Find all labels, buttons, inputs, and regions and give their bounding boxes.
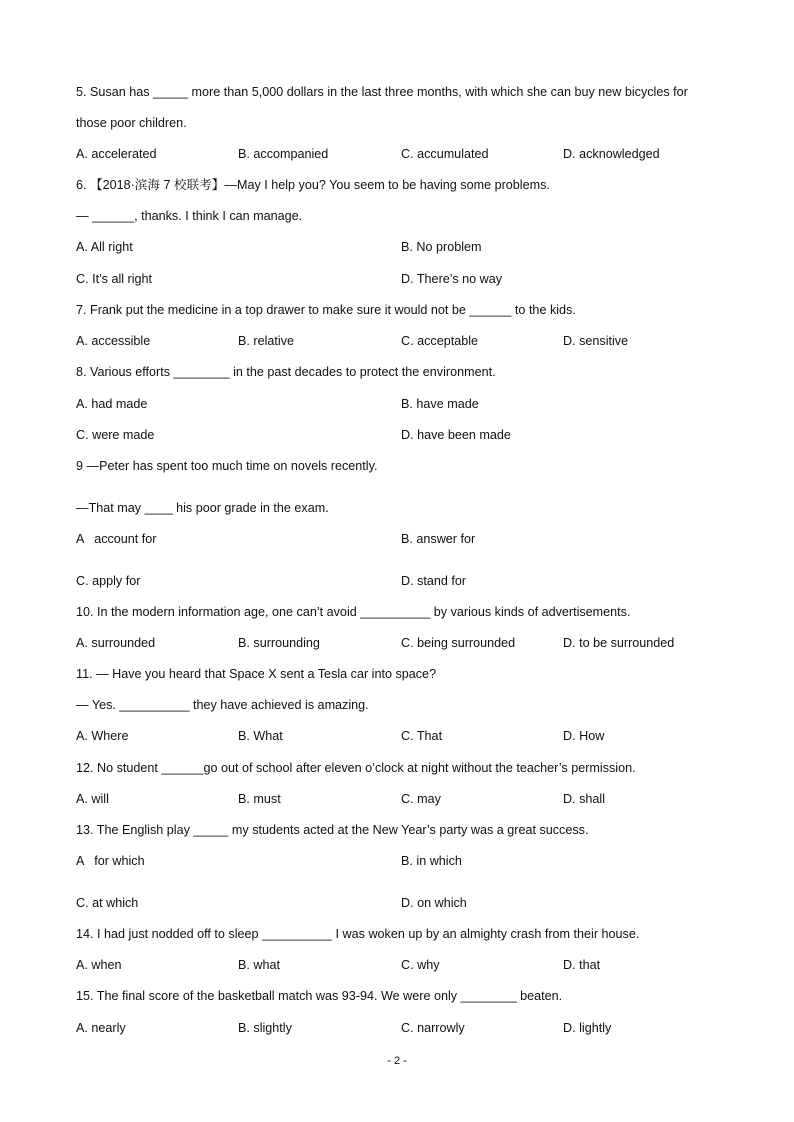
question-10-option-b: B. surrounding [238, 636, 320, 650]
question-12-option-d: D. shall [563, 792, 605, 806]
question-13-option-a: A for which [76, 854, 145, 868]
question-15-option-b: B. slightly [238, 1021, 292, 1035]
question-6-stem-cont: — ______, thanks. I think I can manage. [76, 209, 303, 223]
question-8-stem: 8. Various efforts ________ in the past decades to protect the environment. [76, 365, 496, 379]
question-13-option-b: B. in which [401, 854, 462, 868]
question-7-option-a: A. accessible [76, 334, 151, 348]
question-15-option-a: A. nearly [76, 1021, 126, 1035]
question-8-option-a: A. had made [76, 397, 148, 411]
question-10-option-a: A. surrounded [76, 636, 156, 650]
question-13-option-d: D. on which [401, 896, 467, 910]
question-9-option-a: A account for [76, 532, 157, 546]
question-15-option-d: D. lightly [563, 1021, 612, 1035]
question-11-option-d: D. How [563, 729, 605, 743]
question-14-stem: 14. I had just nodded off to sleep __________ I was woken up by an almighty crash from their house. [76, 927, 640, 941]
question-6-option-b: B. No problem [401, 240, 482, 254]
question-11-stem: 11. — Have you heard that Space X sent a Tesla car into space? [76, 667, 437, 681]
question-9-option-b: B. answer for [401, 532, 476, 546]
question-14-option-b: B. what [238, 958, 280, 972]
question-5-option-b: B. accompanied [238, 147, 329, 161]
question-5-stem: 5. Susan has _____ more than 5,000 dollars in the last three months, with which she can buy new bicycles for [76, 85, 688, 99]
question-13-option-c: C. at which [76, 896, 139, 910]
question-9-option-d: D. stand for [401, 574, 467, 588]
question-9-stem: 9 —Peter has spent too much time on novels recently. [76, 459, 378, 473]
question-12-option-a: A. will [76, 792, 109, 806]
question-12-option-c: C. may [401, 792, 441, 806]
question-8-option-c: C. were made [76, 428, 155, 442]
question-11-option-a: A. Where [76, 729, 129, 743]
question-8-option-b: B. have made [401, 397, 479, 411]
question-7-stem: 7. Frank put the medicine in a top drawer to make sure it would not be ______ to the kids. [76, 303, 576, 317]
question-11-option-c: C. That [401, 729, 443, 743]
question-11-option-b: B. What [238, 729, 283, 743]
question-10-option-d: D. to be surrounded [563, 636, 675, 650]
question-6-option-c: C. It’s all right [76, 272, 153, 286]
question-12-option-b: B. must [238, 792, 281, 806]
question-13-stem: 13. The English play _____ my students acted at the New Year’s party was a great success. [76, 823, 589, 837]
question-14-option-d: D. that [563, 958, 601, 972]
question-6-option-a: A. All right [76, 240, 133, 254]
question-9-stem-cont: —That may ____ his poor grade in the exam. [76, 501, 329, 515]
question-14-option-a: A. when [76, 958, 122, 972]
question-15-option-c: C. narrowly [401, 1021, 465, 1035]
page-number: - 2 - [387, 1055, 407, 1067]
question-5-option-a: A. accelerated [76, 147, 157, 161]
question-7-option-b: B. relative [238, 334, 294, 348]
question-14-option-c: C. why [401, 958, 440, 972]
question-5-option-c: C. accumulated [401, 147, 489, 161]
question-10-stem: 10. In the modern information age, one can’t avoid __________ by various kinds of advertisements. [76, 605, 631, 619]
question-11-stem-cont: — Yes. __________ they have achieved is amazing. [76, 698, 369, 712]
question-7-option-d: D. sensitive [563, 334, 629, 348]
question-5-stem-cont: those poor children. [76, 116, 187, 130]
question-7-option-c: C. acceptable [401, 334, 479, 348]
question-15-stem: 15. The final score of the basketball match was 93-94. We were only ________ beaten. [76, 989, 563, 1003]
question-9-option-c: C. apply for [76, 574, 141, 588]
question-10-option-c: C. being surrounded [401, 636, 516, 650]
question-8-option-d: D. have been made [401, 428, 511, 442]
question-5-option-d: D. acknowledged [563, 147, 660, 161]
question-6-option-d: D. There’s no way [401, 272, 503, 286]
question-12-stem: 12. No student ______go out of school after eleven o’clock at night without the teacher’s permission. [76, 761, 636, 775]
question-6-stem: 6. 【2018·滨海 7 校联考】—May I help you? You seem to be having some problems. [76, 178, 550, 192]
